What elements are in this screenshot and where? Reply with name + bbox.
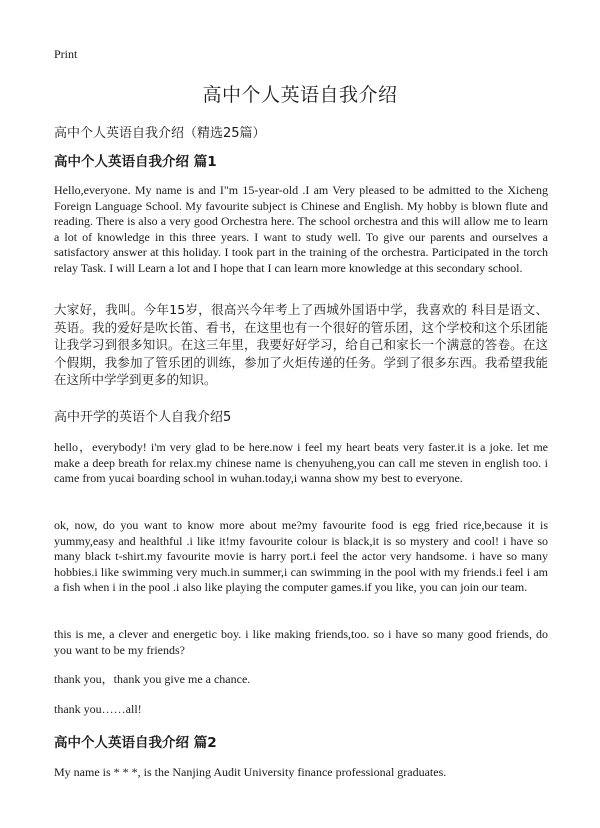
section-heading-5: 高中开学的英语个人自我介绍5 bbox=[54, 410, 232, 425]
paragraph-english-2: hello，everybody! i'm very glad to be here.now i feel my heart beats very faster.it is a joke. let me make a deep breath for relax.my chinese name is chenyuheng,you can call me steven in english too. i came from yucai boarding school in wuhan.today,i wanna show my best to everyone. bbox=[54, 440, 548, 485]
section-heading-1: 高中个人英语自我介绍 篇1 bbox=[54, 154, 217, 170]
page-title: 高中个人英语自我介绍 bbox=[202, 84, 398, 106]
paragraph-english-1: Hello,everyone. My name is and I"m 15-year-old .I am Very pleased to be admitted to the Xicheng Foreign Language School. My favourite subject is Chinese and English. My hobby is blown flute and reading. There is also a very good Orchestra here. The school orchestra and this will allow me to learn a lot of knowledge in this three years. I want to study well. To give our parents and ourselves a satisfactory answer at this holiday. I took part in the training of the orchestra. Participated in the torch relay Task. I will Learn a lot and I hope that I can learn more knowledge at this secondary school. bbox=[54, 183, 548, 275]
paragraph-english-6: thank you……all! bbox=[54, 702, 142, 716]
print-label[interactable]: Print bbox=[54, 47, 78, 61]
paragraph-chinese: 大家好，我叫。今年15岁，很高兴今年考上了西城外国语中学，我喜欢的 科目是语文、英语。我的爱好是吹长笛、看书，在这里也有一个很好的管乐团，这个学校和这个乐团能让我学习到很多知识。在这三年里，我要好好学习，给自己和家长一个满意的答卷。在这个假期，我参加了管乐团的训练，参加了火炬传递的任务。学到了很多东西。我希望我能在这所中学学到更多的知识。 bbox=[54, 302, 548, 387]
section-heading-2: 高中个人英语自我介绍 篇2 bbox=[54, 735, 217, 751]
paragraph-english-5: thank you，thank you give me a chance. bbox=[54, 672, 251, 686]
paragraph-english-7: My name is * * *, is the Nanjing Audit University finance professional graduates. bbox=[54, 765, 447, 779]
document-subtitle: 高中个人英语自我介绍（精选25篇） bbox=[54, 126, 266, 141]
paragraph-english-3: ok, now, do you want to know more about me?my favourite food is egg fried rice,because it is yummy,easy and healthful .i like it!my favourite colour is black,it is so mystery and cool! i have so many black t-shirt.my favourite movie is harry port.i feel the actor very handsome. i have so many hobbies.i like swimming very much.in summer,i can swimming in the pool with my friends.i feel i am a fish when i in the pool .i also like playing the computer games.if you like, you can join our team. bbox=[54, 518, 548, 594]
paragraph-english-4: this is me, a clever and energetic boy. i like making friends,too. so i have so many good friends, do you want to be my friends? bbox=[54, 627, 548, 657]
